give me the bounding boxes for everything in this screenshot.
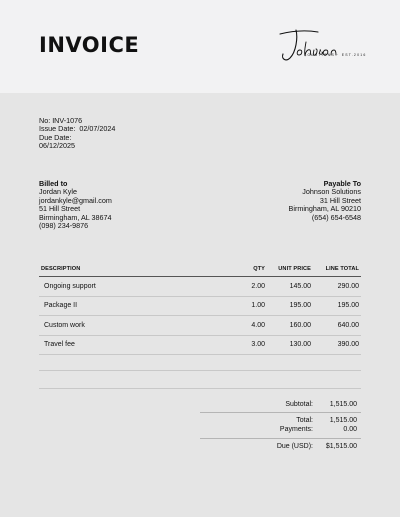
row-description: Ongoing support [44,282,96,290]
invoice-meta [39,117,115,151]
issue-date-label: Issue Date: [39,124,76,134]
table-row [39,277,361,297]
invoice-header [0,0,400,93]
payable-to-phone: (654) 654-6548 [311,212,361,222]
payments-value: 0.00 [343,425,357,433]
payable-to-block [289,180,361,222]
row-description: Custom work [44,321,85,329]
row-qty: 2.00 [251,282,265,290]
billed-to-block [39,180,112,230]
total-row [200,417,361,426]
row-unit-price: 145.00 [289,282,311,290]
header-description: DESCRIPTION [41,266,81,272]
total-label: Total: [296,417,313,424]
logo-tagline: SOLUTIONS · EST.2016 [304,53,367,57]
row-unit-price: 160.00 [289,321,311,329]
table-row [39,336,361,356]
line-items-table [39,262,361,355]
billed-to-phone: (098) 234-9876 [39,221,89,231]
due-row [200,442,361,451]
header-unit-price: UNIT PRICE [278,266,311,272]
table-header [39,262,361,277]
row-qty: 3.00 [251,341,265,349]
issue-date: 02/07/2024 [79,124,116,134]
table-row [39,297,361,317]
row-description: Package II [44,302,78,310]
payments-label: Payments: [279,425,313,433]
empty-row-divider [39,370,361,371]
row-line-total: 390.00 [337,341,359,349]
row-unit-price: 130.00 [289,341,311,349]
billed-to-name: Jordan Kyle [39,187,77,197]
header-line-total: LINE TOTAL [325,266,359,272]
due-date-label: Due Date: [39,132,72,142]
payable-to-name: Johnson Solutions [302,187,361,197]
total-payments-group [200,412,361,438]
empty-row-divider [39,388,361,389]
due-date: 06/12/2025 [39,141,75,151]
row-unit-price: 195.00 [289,302,311,310]
row-qty: 1.00 [251,302,265,310]
payable-to-street: 31 Hill Street [319,195,361,205]
billed-to-city: Birmingham, AL 38674 [39,212,112,222]
row-line-total: 290.00 [337,282,359,290]
subtotal-label: Subtotal: [285,401,313,408]
billed-to-heading: Billed to [39,179,68,188]
row-line-total: 640.00 [337,321,359,329]
payments-row [200,426,361,439]
payable-to-city: Birmingham, AL 90210 [288,204,361,214]
due-value: $1,515.00 [325,443,357,450]
row-description: Travel fee [44,341,75,349]
row-line-total: 195.00 [337,302,359,310]
due-group [200,438,361,451]
due-label: Due (USD): [276,443,313,450]
table-row [39,316,361,336]
billed-to-email: jordankyle@gmail.com [39,195,112,205]
invoice-number: INV-1076 [52,116,83,125]
invoice-title: INVOICE [39,33,140,57]
total-value: 1,515.00 [329,417,357,424]
subtotal-value: 1,515.00 [329,401,357,408]
signature-logo [276,24,360,70]
invoice-number-label: No: [39,116,51,125]
subtotal-row [200,397,361,412]
payable-to-heading: Payable To [323,179,361,188]
row-qty: 4.00 [251,321,265,329]
billed-to-street: 51 Hill Street [39,204,81,214]
totals-block [200,397,361,451]
header-qty: QTY [253,266,265,272]
